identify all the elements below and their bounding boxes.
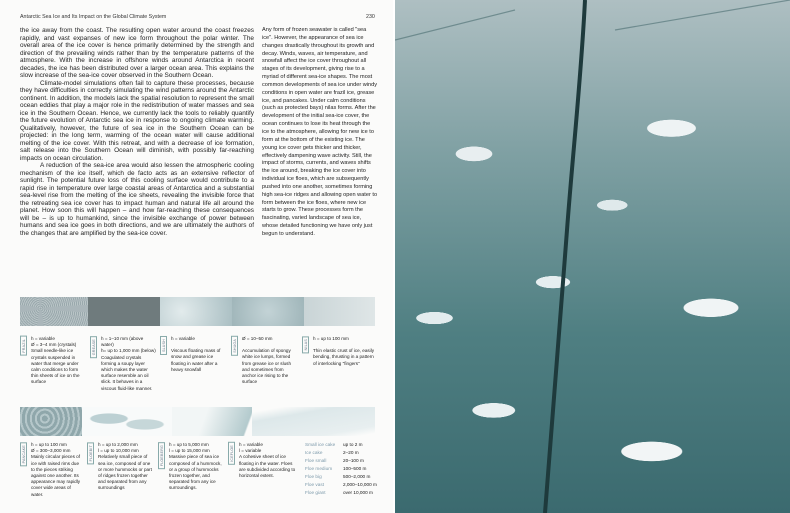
ice-type-label: PANCAKE — [20, 442, 27, 466]
description: Relatively small piece of sea ice, composed of one or more hummocks or part of ridges frozen together and separated from any surroundings — [98, 454, 152, 491]
spec: h = variable — [239, 442, 263, 447]
floebit-image — [82, 407, 172, 436]
description: Massive piece of sea ice composed of a hummock, or a group of hummocks frozen together, and separated from any ice surroundings. — [169, 454, 222, 491]
paragraph: the ice away from the coast. The resulting open water around the coast freezes rapidly, and vast expanses of new ice form throughout the polar winter. The overall area of the ice cover is hence primarily determined by the strength and direction of the prevailing winds rather than by the temperature patterns of the atmosphere. With the increase in offshore winds around Antarctica in recent decades, the ice has been distributed over a larger ocean area. This explains the slow increase of the sea-ice cover observed in the Southern Ocean. — [20, 27, 254, 79]
paragraph: A reduction of the sea-ice area would also lessen the atmospheric cooling mechanism of the ice itself, which de facto acts as an extensive reflector of sunlight. The potential future loss of this cooling surface would contribute to a rapid rise in temperature over large coastal areas of Antarctica and a substantial sea-level rise from the melting of the ice sheets, revealing the invisible force that the retreating sea ice cover has to impact human and natural life all around the planet. How soon this will happen – and how far-reaching these consequences will be – is up to humankind, since the invisible exchange of power between humans and sea ice goes in both directions, and we are ultimately the authors of the changes that are amplified by the sea-ice cover. — [20, 162, 254, 237]
page-number: 230 — [366, 14, 375, 20]
running-head: Antarctic Sea Ice and Its Impact on the Global Climate System — [20, 14, 167, 20]
ice-entry-frazil — [20, 336, 86, 386]
shuga-image — [232, 297, 304, 326]
floe-name: Floe giant — [305, 490, 326, 495]
spec: Ø = 10–50 mm — [242, 336, 273, 341]
floe-size: 2–20 m — [343, 450, 359, 455]
side-text-column: Any form of frozen seawater is called "sea ice". However, the appearance of sea ice changes drastically throughout its growth and decay. Winds, waves, air temperature, and snowfall affect the ice cover throughout all stages of its development, giving rise to a myriad of different sea-ice shapes. The most common developments of sea ice under windy conditions in open water are frazil ice, grease ice, and pancakes. Under calm conditions (such as protected bays) nilas forms. After the development of the initial sea-ice cover, the ocean continues to lose its heat through the ice to the atmosphere, allowing for new ice to form at the bottom of the existing ice. The young ice cover gets thicker and thicker, effectively dampening wave activity. Still, the impact of storms, currents, and waves shifts the ice around, breaking the ice cover into individual ice floes, which are subsequently pushed into one another, sometimes forming high sea-ice ridges and allowing open water to form between the ice floes, where new ice starts to grow. These processes form the fascinating, varied landscape of sea ice, whose detailed functioning we have only just begun to understand. — [262, 27, 378, 237]
floe-name: Floe medium — [305, 466, 333, 471]
floe-size-row — [305, 449, 377, 457]
spec: h = up to 100 mm — [313, 336, 349, 341]
floe-name: Floe big — [305, 474, 322, 479]
spec: l = up to 15,000 mm — [169, 448, 210, 454]
spec: h = 1–10 mm (above water) — [101, 336, 144, 348]
floe-name: Ice cake — [305, 450, 323, 455]
floe-size: over 10,000 m — [343, 490, 373, 495]
ice-type-label: SLUSH — [160, 336, 167, 355]
ice-entry-floebit — [87, 442, 154, 492]
description: Coagulated crystals forming a soupy layer which makes the water surface resemble an oil slick. It behaves in a viscous fluid-like manner. — [101, 354, 153, 391]
floeberg-image — [172, 407, 252, 436]
ice-entry-shuga — [231, 336, 298, 385]
ice-type-label: GREASE — [90, 336, 97, 358]
spec: h = up to 100 mm — [31, 442, 67, 447]
icefloe-image — [252, 407, 375, 436]
floe-name: Small ice cake — [305, 442, 336, 447]
spec: Ø = 300–3,000 mm — [31, 448, 71, 454]
spec: h= up to 1,000 mm (below) — [101, 348, 156, 354]
floe-size: 20–100 m — [343, 458, 364, 463]
spec: h = up to 5,000 mm — [169, 442, 209, 447]
spec: l = variable — [239, 448, 262, 454]
floe-name: Floe small — [305, 458, 327, 463]
ice-entry-nilas — [302, 336, 375, 367]
description: Small needle-like ice crystals suspended in water that merge under calm conditions to form thin sheets of ice on the surface — [31, 348, 80, 385]
spec: l = up to 10,000 mm — [98, 448, 139, 454]
paragraph: Climate-model simulations often fail to capture these processes, because they have difficulties in correctly simulating the wind patterns around the Antarctic continent. In addition, the models lack the spatial resolution to represent the small ocean eddies that play a major role in the redistribution of water masses and sea ice in the Southern Ocean. Hence, we currently lack the tools to reliably quantify the future evolution of Antarctic sea ice in response to ongoing climate warming. Qualitatively, however, the future of sea ice in the Southern Ocean can be projected: in the long term, warming of the ocean water will cause additional melting of the ice cover. With this retreat, and with a decrease of ice formation, salt release into the Southern Ocean will diminish, with possibly far-reaching impacts on ocean circulation. — [20, 79, 254, 162]
ice-entry-floeberg — [158, 442, 224, 492]
floe-size-row — [305, 489, 377, 497]
ice-entry-icefloe — [228, 442, 300, 479]
floe-size-row — [305, 481, 377, 489]
spec: h = up to 2,000 mm — [98, 442, 138, 447]
spec: h = variable — [31, 336, 55, 341]
ice-entry-slush — [160, 336, 227, 373]
left-page — [0, 0, 393, 513]
ice-type-label: SHUGA — [231, 336, 238, 356]
spec: Ø = 3–4 mm (crystals) — [31, 342, 77, 348]
ice-entry-pancake — [20, 442, 83, 498]
ice-image-strip-1 — [20, 297, 375, 326]
sea-ice-photo — [395, 0, 790, 513]
floe-size: up to 2 m — [343, 442, 363, 447]
main-text-column — [20, 27, 254, 237]
ice-type-label: ICEFLOE — [228, 442, 235, 465]
ice-type-label: FRAZIL — [20, 336, 27, 356]
nilas-image — [304, 297, 375, 326]
ice-type-label: FLOEBIT — [87, 442, 94, 464]
description: A cohesive sheet of ice floating in the water. Floes are subdivided according to horizontal extent. — [239, 454, 296, 479]
floe-size-table — [305, 441, 377, 497]
slush-image — [160, 297, 232, 326]
floe-name: Floe vast — [305, 482, 325, 487]
description: Accumulation of spongy white ice lumps, formed from grease ice or slush and sometimes from anchor ice rising to the surface — [242, 348, 292, 385]
frazil-image — [20, 297, 88, 326]
floe-size: 2,000–10,000 m — [343, 482, 377, 487]
ice-type-label: NILAS — [302, 336, 309, 353]
floe-size-row — [305, 441, 377, 449]
ice-crack-illustration — [395, 0, 790, 513]
description: Mainly circular pieces of ice with raised rims due to the pieces striking against one another. Its appearance may rapidly cover wide areas of water. — [31, 454, 81, 497]
pancake-image — [20, 407, 82, 436]
ice-image-strip-2 — [20, 407, 375, 436]
floe-size-row — [305, 457, 377, 465]
description: Thin elastic crust of ice, easily bending, thrusting in a pattern of interlocking "fingers" — [313, 348, 375, 366]
ice-type-label: FLOEBERG — [158, 442, 165, 469]
ice-entry-grease — [90, 336, 157, 392]
spec: h = variable — [171, 336, 195, 341]
floe-size: 500–2,000 m — [343, 474, 371, 479]
floe-size-row — [305, 473, 377, 481]
grease-image — [88, 297, 160, 326]
floe-size-row — [305, 465, 377, 473]
description: Viscous floating mass of snow and grease ice floating in water after a heavy snowfall — [171, 348, 221, 372]
floe-size: 100–500 m — [343, 466, 367, 471]
